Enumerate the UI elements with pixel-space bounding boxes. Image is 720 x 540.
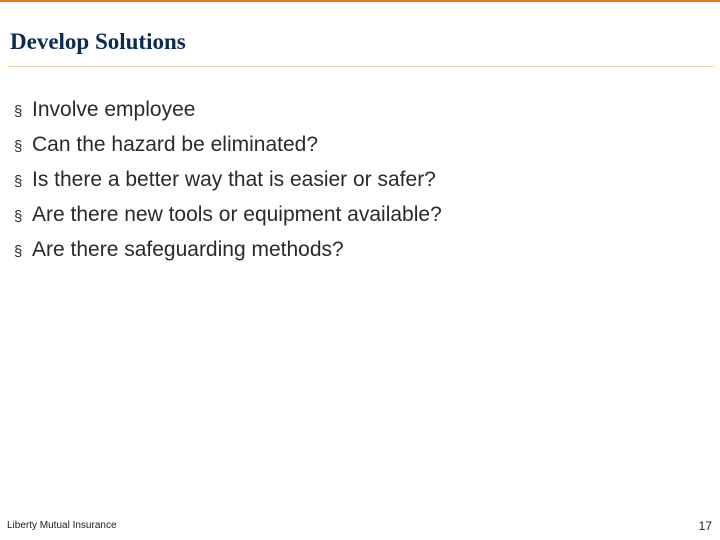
- bullet-text: Is there a better way that is easier or safer?: [32, 168, 436, 191]
- bullet-item: [14, 162, 704, 197]
- title-divider: [8, 66, 714, 67]
- title-container: [10, 24, 710, 60]
- bullet-item: [14, 232, 704, 267]
- bullet-list: [14, 92, 704, 267]
- bullet-text: Can the hazard be eliminated?: [32, 133, 319, 156]
- bullet-item: [14, 92, 704, 127]
- page-number: 17: [698, 519, 712, 533]
- bullet-symbol-icon: §: [14, 103, 23, 120]
- bullet-text: Are there safeguarding methods?: [32, 238, 344, 261]
- bullet-text: Involve employee: [32, 98, 196, 121]
- top-accent-rule: [0, 0, 720, 2]
- bullet-text: Are there new tools or equipment available?: [32, 203, 442, 226]
- bullet-item: [14, 197, 704, 232]
- bullet-symbol-icon: §: [14, 138, 23, 155]
- bullet-symbol-icon: §: [14, 208, 23, 225]
- slide-title: Develop Solutions: [10, 29, 186, 54]
- bullet-symbol-icon: §: [14, 173, 23, 190]
- footer-company-name: Liberty Mutual Insurance: [7, 520, 117, 531]
- bullet-item: [14, 127, 704, 162]
- bullet-symbol-icon: §: [14, 243, 23, 260]
